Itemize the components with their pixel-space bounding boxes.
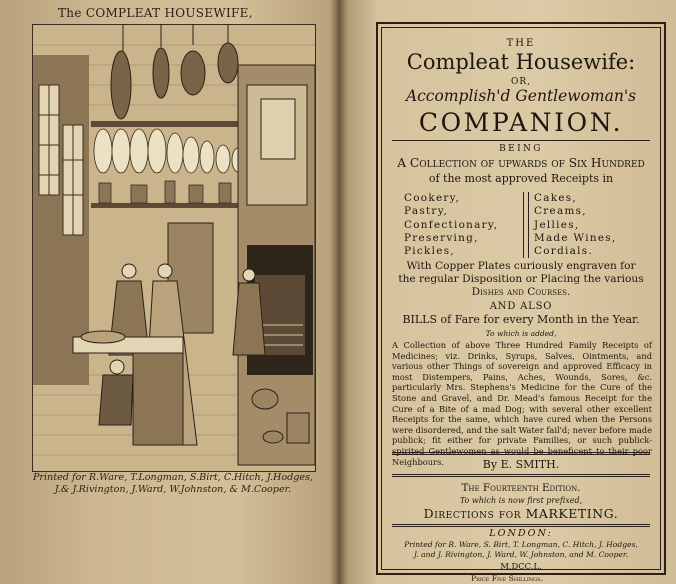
rule-4 (392, 524, 650, 527)
imprint-line-1: Printed for R.Ware, T.Longman, S.Birt, C.Hitch, J.Hodges, (32, 472, 314, 483)
frontispiece-imprint (18, 472, 328, 496)
edition: The Fourteenth Edition. (461, 482, 581, 494)
category-item: Pastry, (404, 205, 449, 218)
book-subtitle: Accomplish'd Gentlewoman's (405, 87, 637, 105)
directions-marketing: Directions for MARKETING. (423, 506, 619, 521)
category-item: Cordials. (534, 245, 594, 258)
printers-line-1: Printed for R. Ware, S. Birt, T. Longman, C. Hitch, J. Hodges, (404, 540, 638, 549)
london: LONDON: (489, 528, 553, 539)
book-companion: COMPANION. (418, 108, 624, 137)
category-item: Creams, (534, 205, 587, 218)
plates-line-2: the regular Disposition or Placing the various (398, 273, 644, 285)
plates-text (378, 260, 664, 299)
rule-1 (392, 140, 650, 141)
prefixed: To which is now first prefixed, (459, 496, 583, 505)
plates-line-1: With Copper Plates curiously engraven for (406, 260, 636, 272)
frontispiece-caption-title: The COMPLEAT HOUSEWIFE, (58, 6, 253, 20)
printers-line-2: J. and J. Rivington, J. Ward, W. Johnston, and M. Cooper. (413, 550, 629, 559)
plates-line-3: Dishes and Courses. (471, 286, 571, 298)
bills-of-fare: BILLS of Fare for every Month in the Year. (402, 313, 640, 326)
book-gutter (330, 0, 348, 584)
collection-line-2: of the most approved Receipts in (428, 172, 614, 185)
categories-right (534, 192, 617, 258)
title-being: BEING (499, 144, 543, 154)
category-item: Cookery, (404, 192, 461, 204)
collection-line-1: A Collection of upwards of Six Hundred (397, 156, 645, 170)
imprint-line-2: J.& J.Rivington, J.Ward, W.Johnston, & M.Cooper. (54, 484, 292, 495)
category-item: Jellies, (534, 218, 580, 231)
category-item: Made Wines, (534, 231, 617, 244)
category-item: Pickles, (404, 245, 455, 258)
title-the: THE (506, 38, 536, 49)
book-title: Compleat Housewife: (406, 50, 636, 74)
and-also: AND ALSO (489, 301, 553, 312)
title-or: OR, (510, 77, 531, 87)
title-page-border (376, 22, 666, 575)
year: M.DCC.L. (500, 561, 542, 571)
medicines-paragraph: A Collection of above Three Hundred Family Receipts of Medicines; viz. Drinks, Syrups, Salves, Ointments, and various other Things of sovereign and approved Efficacy in most Distempers, Pains, Aches, Wounds, Sores, &c. particularly Mrs. Stephens's Medicine for the Cure of the Stone and Gravel, and Dr. Mead's famous Receipt for the Cure of a Bite of a mad Dog; with several other excellent Receipts for the same, which have cured when the Persons were disordered, and the salt Water fail'd; never before made publick; fit either for private Families, or such publick-spirited Gentlewomen as would be beneficent to their poor Neighbours. (392, 340, 652, 467)
fireplace (238, 65, 315, 465)
rule-2 (392, 452, 650, 455)
category-divider (523, 192, 529, 258)
category-item: Cakes, (534, 192, 578, 204)
kitchen-engraving (32, 24, 316, 472)
rule-3 (392, 474, 650, 477)
category-item: Preserving, (404, 231, 479, 244)
author: By E. SMITH. (482, 458, 560, 471)
category-item: Confectionary, (404, 218, 499, 231)
categories-left (404, 192, 498, 258)
to-which-added: To which is added, (485, 329, 557, 338)
price: Price Five Shillings. (470, 574, 544, 583)
